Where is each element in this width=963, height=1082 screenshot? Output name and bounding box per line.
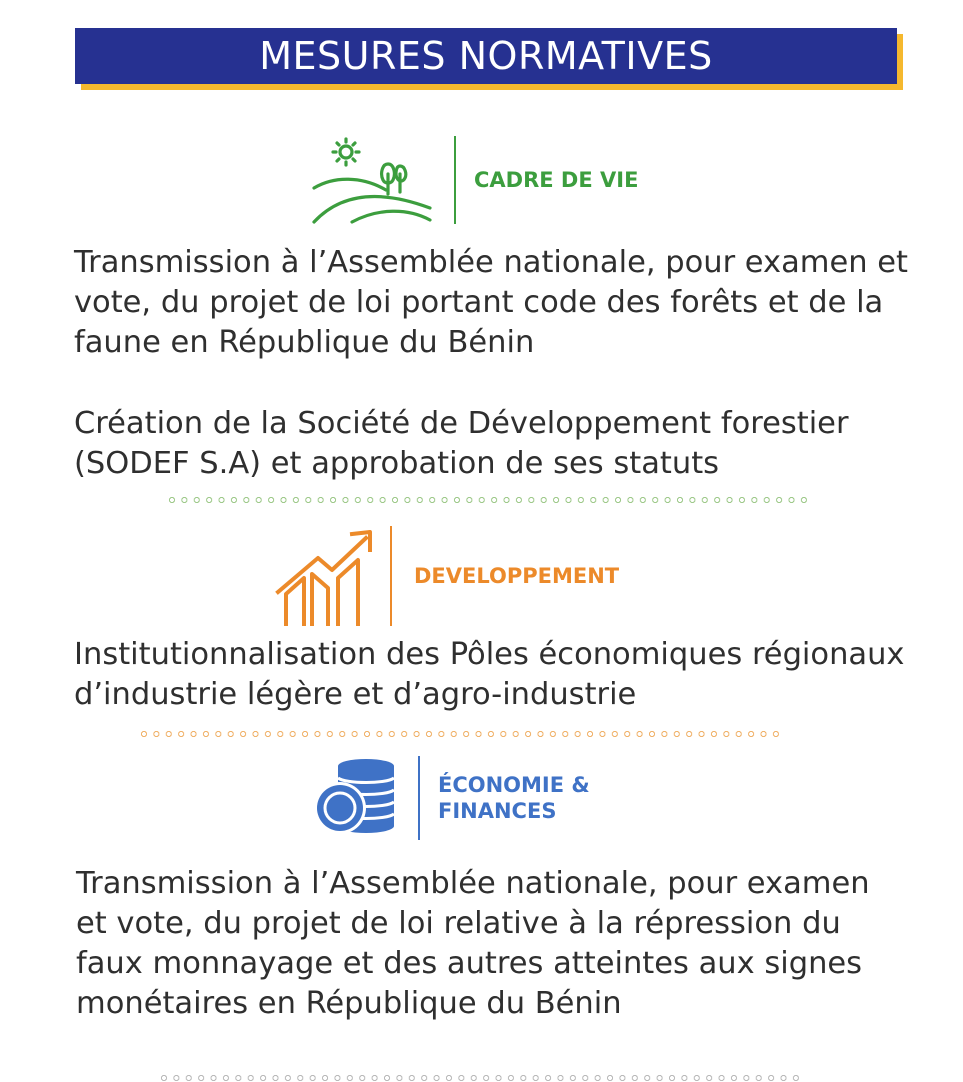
section-divider-bar (418, 756, 420, 840)
section-title-line-1: ÉCONOMIE & (438, 773, 590, 797)
paragraph-developpement-1: Institutionnalisation des Pôles économiques régionaux d’industrie légère et d’agro-industrie (74, 637, 905, 712)
section-title-cadre-de-vie: CADRE DE VIE (474, 168, 639, 192)
dotted-separator (168, 496, 808, 504)
coins-stack-icon (312, 756, 396, 840)
page-title-banner (75, 28, 897, 84)
section-title-economie-finances (438, 772, 590, 824)
dotted-separator (160, 1074, 800, 1082)
section-divider-bar (454, 136, 456, 224)
paragraph-cadre-de-vie-2: Création de la Société de Développement forestier (SODEF S.A) et approbation de ses statuts (74, 406, 849, 481)
paragraph-cadre-de-vie-1: Transmission à l’Assemblée nationale, pour examen et vote, du projet de loi portant code des forêts et de la faune en République du Bénin (74, 245, 908, 360)
section-header-cadre-de-vie (312, 136, 638, 224)
section-header-economie-finances (312, 756, 590, 840)
section-title-developpement: DEVELOPPEMENT (414, 564, 620, 588)
dotted-separator (140, 730, 780, 738)
page-title: MESURES NORMATIVES (259, 34, 713, 78)
section-divider-bar (390, 526, 392, 626)
paragraph-economie-finances-1: Transmission à l’Assemblée nationale, pour examen et vote, du projet de loi relative à la répression du faux monnayage et des autres atteintes aux signes monétaires en République du Bénin (76, 866, 870, 1021)
section-title-line-2: FINANCES (438, 799, 557, 823)
section-header-developpement (272, 526, 619, 626)
growth-chart-icon (272, 526, 378, 626)
landscape-icon (312, 136, 432, 224)
